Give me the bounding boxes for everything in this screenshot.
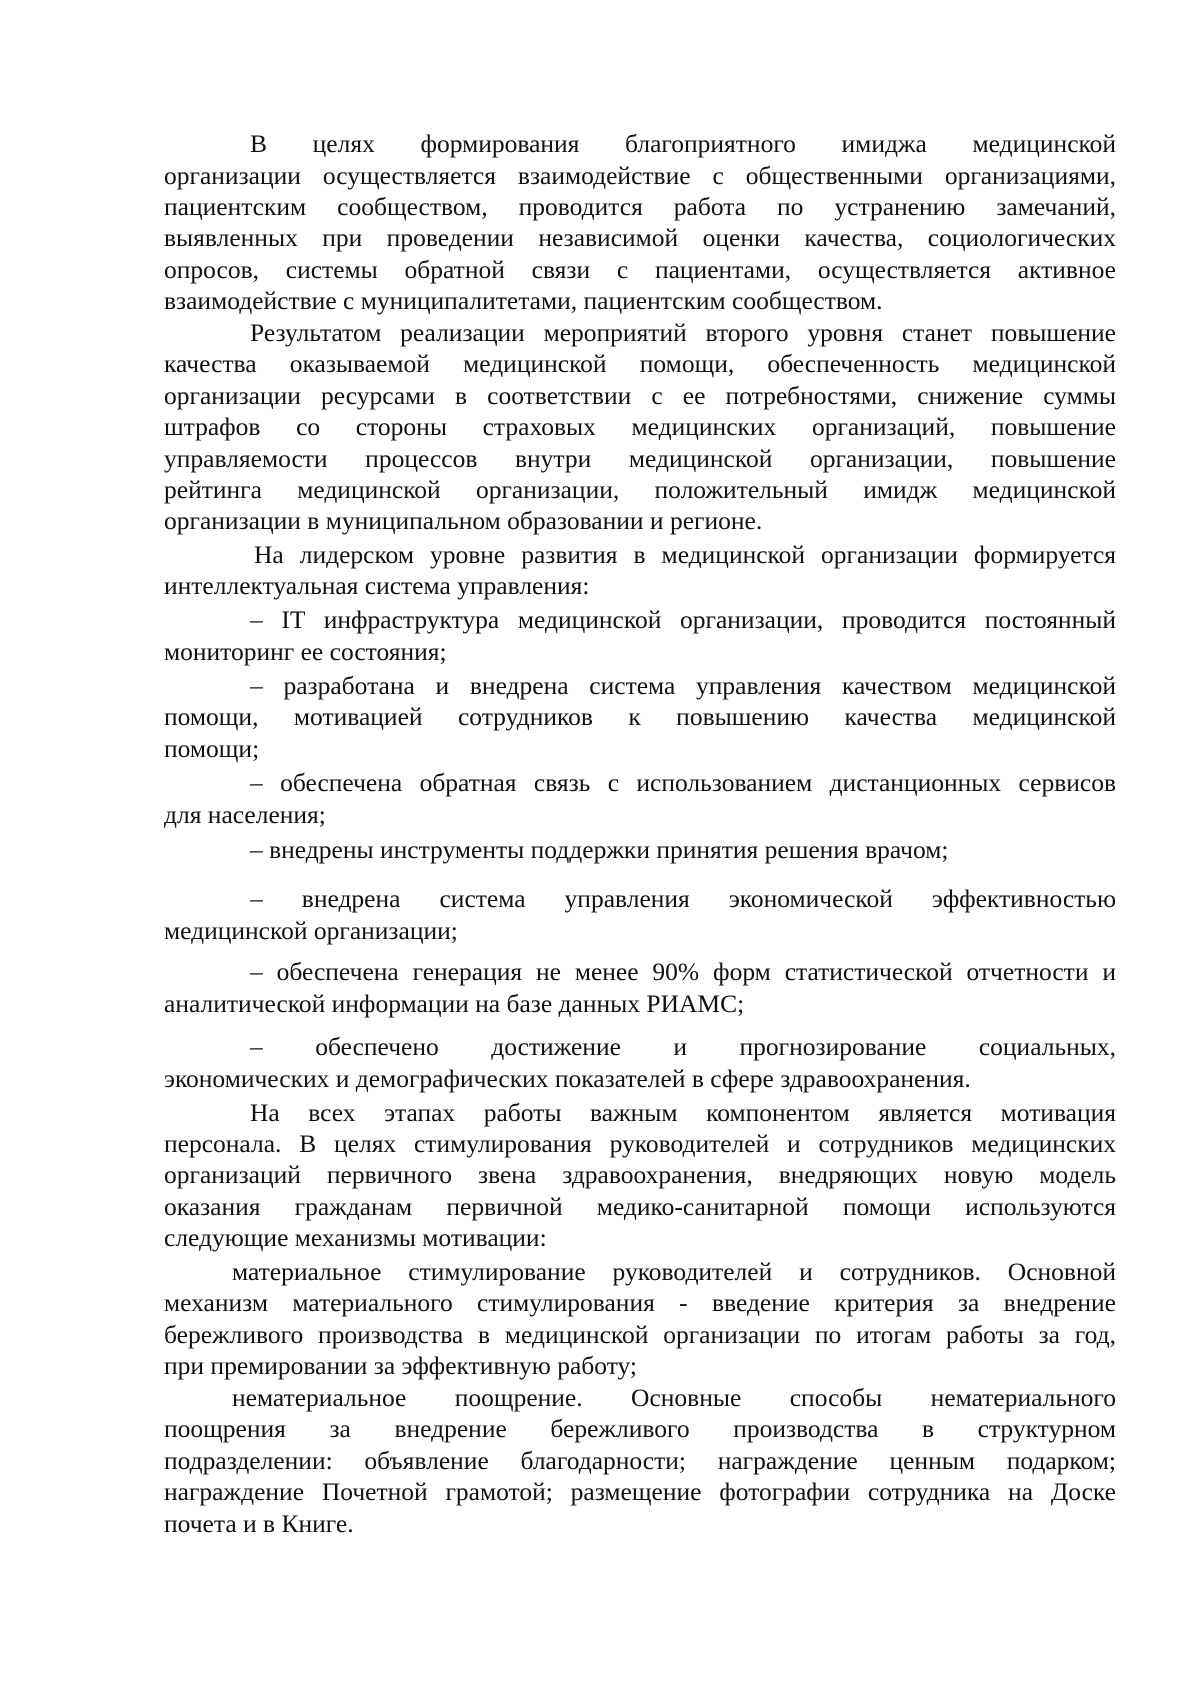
text-line: оказания гражданам первичной медико-санитарной помощи используются: [164, 1192, 1116, 1221]
text-line: для населения;: [164, 800, 326, 829]
text-line: штрафов со стороны страховых медицинских организаций, повышение: [164, 412, 1116, 441]
list-item: – обеспечена генерация не менее 90% форм статистической отчетности и: [250, 957, 1116, 986]
text-line: награждение Почетной грамотой; размещение фотографии сотрудника на Доске: [164, 1477, 1116, 1506]
text-line: рейтинга медицинской организации, положительный имидж медицинской: [164, 475, 1116, 504]
text-line: взаимодействие с муниципалитетами, пациентским сообществом.: [164, 286, 883, 315]
list-item: – обеспечено достижение и прогнозирование социальных,: [250, 1032, 1116, 1061]
text-line: организаций первичного звена здравоохранения, внедряющих новую модель: [164, 1160, 1116, 1189]
text-line: следующие механизмы мотивации:: [164, 1223, 547, 1252]
text-line: помощи;: [164, 734, 260, 763]
text-line: управляемости процессов внутри медицинской организации, повышение: [164, 444, 1116, 473]
text-line: интеллектуальная система управления:: [164, 571, 590, 600]
text-line: организации ресурсами в соответствии с ее потребностями, снижение суммы: [164, 381, 1116, 410]
text-line: организации в муниципальном образовании и регионе.: [164, 506, 763, 535]
text-line: бережливого производства в медицинской организации по итогам работы за год,: [164, 1320, 1116, 1349]
text-line: мониторинг ее состояния;: [164, 637, 447, 666]
text-line: подразделении: объявление благодарности; награждение ценным подарком;: [164, 1446, 1116, 1475]
text-line: механизм материального стимулирования - введение критерия за внедрение: [164, 1288, 1116, 1317]
text-line: В целях формирования благоприятного имиджа медицинской: [250, 129, 1116, 158]
list-item: – внедрены инструменты поддержки принятия решения врачом;: [250, 835, 949, 864]
text-line: опросов, системы обратной связи с пациентами, осуществляется активное: [164, 255, 1116, 284]
text-line: Результатом реализации мероприятий второго уровня станет повышение: [250, 318, 1116, 347]
text-line: персонала. В целях стимулирования руководителей и сотрудников медицинских: [164, 1129, 1116, 1158]
text-line: аналитической информации на базе данных РИАМС;: [164, 989, 745, 1018]
text-line: помощи, мотивацией сотрудников к повышению качества медицинской: [164, 702, 1116, 731]
list-item: – IT инфраструктура медицинской организации, проводится постоянный: [250, 605, 1116, 634]
text-line: На всех этапах работы важным компонентом является мотивация: [250, 1098, 1116, 1127]
text-line: качества оказываемой медицинской помощи, обеспеченность медицинской: [164, 349, 1116, 378]
list-item: – разработана и внедрена система управления качеством медицинской: [250, 671, 1116, 700]
text-line: На лидерском уровне развития в медицинской организации формируется: [254, 540, 1116, 569]
text-line: выявленных при проведении независимой оценки качества, социологических: [164, 223, 1116, 252]
text-line: организации осуществляется взаимодействие с общественными организациями,: [164, 161, 1116, 190]
list-item: – обеспечена обратная связь с использованием дистанционных сервисов: [250, 768, 1116, 797]
text-line: медицинской организации;: [164, 916, 458, 945]
text-line: при премировании за эффективную работу;: [164, 1351, 637, 1380]
text-line: нематериальное поощрение. Основные способы нематериального: [232, 1383, 1116, 1412]
text-line: пациентским сообществом, проводится работа по устранению замечаний,: [164, 192, 1116, 221]
text-line: экономических и демографических показателей в сфере здравоохранения.: [164, 1064, 971, 1093]
text-line: поощрения за внедрение бережливого производства в структурном: [164, 1414, 1116, 1443]
list-item: – внедрена система управления экономической эффективностью: [250, 884, 1116, 913]
text-line: почета и в Книге.: [164, 1509, 354, 1538]
text-line: материальное стимулирование руководителей и сотрудников. Основной: [232, 1257, 1116, 1286]
